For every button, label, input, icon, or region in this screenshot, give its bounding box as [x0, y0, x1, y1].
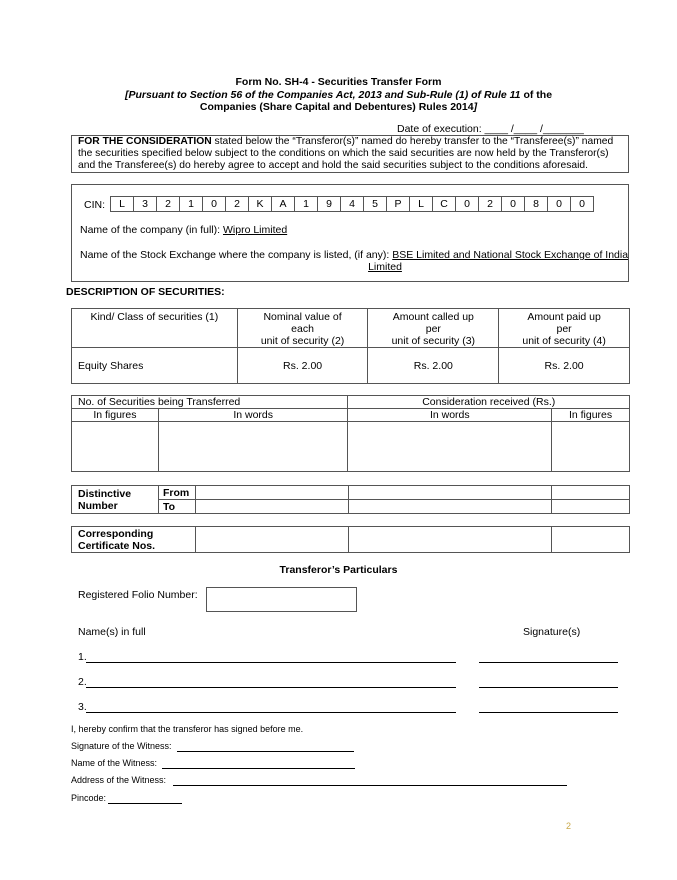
in-figures-header-2: In figures	[552, 409, 630, 422]
folio-label: Registered Folio Number:	[78, 589, 198, 601]
cin-char-cell: 2	[479, 197, 502, 212]
description-table	[71, 308, 630, 384]
certificate-label	[72, 527, 196, 553]
exchange-label-line	[80, 249, 628, 261]
transfer-table	[71, 395, 630, 472]
no-figures-cell[interactable]	[72, 422, 159, 472]
cin-char-cell: 9	[318, 197, 341, 212]
subtitle-rest: of the	[523, 89, 553, 101]
from-fig-cell[interactable]	[552, 486, 630, 500]
witness-name-label: Name of the Witness:	[71, 758, 158, 768]
cin-char-cell: A	[272, 197, 295, 212]
cin-char-cell: L	[410, 197, 433, 212]
distinctive-label	[72, 486, 159, 514]
transferor-heading: Transferor’s Particulars	[279, 564, 398, 576]
cin-char-cell: 5	[364, 197, 387, 212]
certificate-cell-3[interactable]	[552, 527, 630, 553]
cin-label: CIN:	[84, 199, 105, 211]
cin-char-cell: 1	[295, 197, 318, 212]
certificate-l2: Certificate Nos.	[78, 539, 156, 552]
date-of-execution	[397, 123, 584, 135]
called-h1: Amount called up	[392, 311, 474, 323]
distinctive-table	[71, 485, 630, 514]
consideration-figures-cell[interactable]	[552, 422, 630, 472]
distinctive-l2: Number	[78, 499, 118, 512]
cin-char-cell: K	[249, 197, 272, 212]
exchange-value-2: Limited	[368, 261, 402, 273]
row-3-number: 3.	[78, 701, 87, 713]
paid-h2: per	[556, 323, 572, 335]
to-cons-cell[interactable]	[348, 500, 552, 514]
nominal-h3: unit of security (2)	[260, 335, 345, 347]
certificate-cell-1[interactable]	[195, 527, 348, 553]
cin-char-cell: 2	[157, 197, 180, 212]
form-title: Form No. SH-4 - Securities Transfer Form	[235, 76, 442, 88]
row-3-signature-line[interactable]	[479, 712, 618, 713]
no-securities-label: No. of Securities being Transferred	[72, 396, 348, 409]
consideration-text	[78, 136, 626, 173]
cin-char-cell: 2	[226, 197, 249, 212]
consideration-lead: FOR THE CONSIDERATION	[78, 136, 212, 147]
from-cons-cell[interactable]	[348, 486, 552, 500]
row-paid: Rs. 2.00	[499, 348, 630, 384]
description-heading: DESCRIPTION OF SECURITIES:	[66, 286, 225, 298]
company-name-value: Wipro Limited	[222, 224, 288, 236]
witness-signature-line[interactable]	[177, 751, 354, 752]
cin-char-cell: 8	[525, 197, 548, 212]
paid-h3: unit of security (4)	[522, 335, 606, 347]
cin-char-cell: 0	[456, 197, 479, 212]
cin-char-cell: 0	[571, 197, 594, 212]
distinctive-l1: Distinctive	[78, 487, 132, 500]
col-nominal-header	[237, 309, 368, 348]
certificate-l1: Corresponding	[78, 527, 154, 540]
row-2-number: 2.	[78, 676, 87, 688]
nominal-h1: Nominal value of	[263, 311, 342, 323]
consideration-line3: and the Transferee(s) do hereby agree to accept and hold the said securities subject to the conditions aforesaid.	[78, 160, 589, 172]
pincode-line[interactable]	[108, 803, 182, 804]
to-words-cell[interactable]	[195, 500, 348, 514]
cin-char-cell: 1	[180, 197, 203, 212]
pincode-label: Pincode:	[71, 793, 107, 803]
certificate-table	[71, 526, 630, 553]
cin-char-cell: 3	[134, 197, 157, 212]
paid-h1: Amount paid up	[527, 311, 601, 323]
witness-name-line[interactable]	[162, 768, 355, 769]
names-label: Name(s) in full	[78, 626, 146, 638]
called-h3: unit of security (3)	[391, 335, 476, 347]
nominal-h2: each	[291, 323, 314, 335]
row-1-name-line[interactable]	[86, 662, 456, 663]
witness-confirm: I, hereby confirm that the transferor has signed before me.	[71, 724, 304, 734]
witness-address-line[interactable]	[173, 785, 567, 786]
row-2-signature-line[interactable]	[479, 687, 618, 688]
page-number: 2	[566, 821, 572, 831]
row-1-signature-line[interactable]	[479, 662, 618, 663]
to-label: To	[158, 500, 195, 514]
row-3-name-line[interactable]	[86, 712, 456, 713]
consideration-line1: stated below the “Transferor(s)” named do hereby transfer to the “Transferee(s)” named	[214, 136, 614, 147]
date-blank[interactable]: ____ /____ /_______	[484, 123, 584, 135]
consideration-words-cell[interactable]	[348, 422, 552, 472]
cin-char-cell: P	[387, 197, 410, 212]
signatures-label: Signature(s)	[523, 626, 581, 638]
row-called: Rs. 2.00	[368, 348, 499, 384]
date-label: Date of execution:	[397, 123, 482, 135]
row-1-number: 1.	[78, 651, 87, 663]
cin-char-cell: 4	[341, 197, 364, 212]
col-called-header	[368, 309, 499, 348]
in-words-header-2: In words	[348, 409, 552, 422]
cin-char-cell: 0	[502, 197, 525, 212]
subtitle-italic: [Pursuant to Section 56 of the Companies Act, 2013 and Sub-Rule (1) of Rule 11	[124, 89, 521, 101]
cin-char-cell: C	[433, 197, 456, 212]
col-paid-header	[499, 309, 630, 348]
company-name-label: Name of the company (in full):	[80, 224, 221, 236]
col-kind-header: Kind/ Class of securities (1)	[72, 309, 238, 348]
cin-char-cell: L	[111, 197, 134, 212]
to-fig-cell[interactable]	[552, 500, 630, 514]
exchange-label: Name of the Stock Exchange where the company is listed, (if any):	[80, 249, 390, 261]
consideration-received-label: Consideration received (Rs.)	[348, 396, 630, 409]
subtitle-line2: Companies (Share Capital and Debentures) Rules 2014	[199, 101, 474, 113]
cin-grid	[110, 196, 594, 212]
from-label: From	[158, 486, 195, 500]
in-figures-header: In figures	[72, 409, 159, 422]
row-nominal: Rs. 2.00	[237, 348, 368, 384]
witness-signature-label: Signature of the Witness:	[71, 741, 172, 751]
form-subtitle-line2	[0, 101, 677, 113]
cin-char-cell: 0	[548, 197, 571, 212]
folio-input[interactable]	[206, 587, 357, 612]
certificate-cell-2[interactable]	[348, 527, 552, 553]
witness-address-label: Address of the Witness:	[71, 775, 167, 785]
subtitle-close: ]	[473, 101, 478, 113]
cin-char-cell: 0	[203, 197, 226, 212]
exchange-value-1: BSE Limited and National Stock Exchange of India	[392, 249, 629, 261]
consideration-line2: the securities specified below subject to the conditions on which the said securities are now held by the Transferor(s)	[78, 148, 609, 160]
row-kind: Equity Shares	[72, 348, 238, 384]
row-2-name-line[interactable]	[86, 687, 456, 688]
from-words-cell[interactable]	[195, 486, 348, 500]
no-words-cell[interactable]	[158, 422, 348, 472]
called-h2: per	[425, 323, 441, 335]
company-name	[80, 224, 287, 236]
form-subtitle	[0, 89, 677, 101]
in-words-header: In words	[158, 409, 348, 422]
